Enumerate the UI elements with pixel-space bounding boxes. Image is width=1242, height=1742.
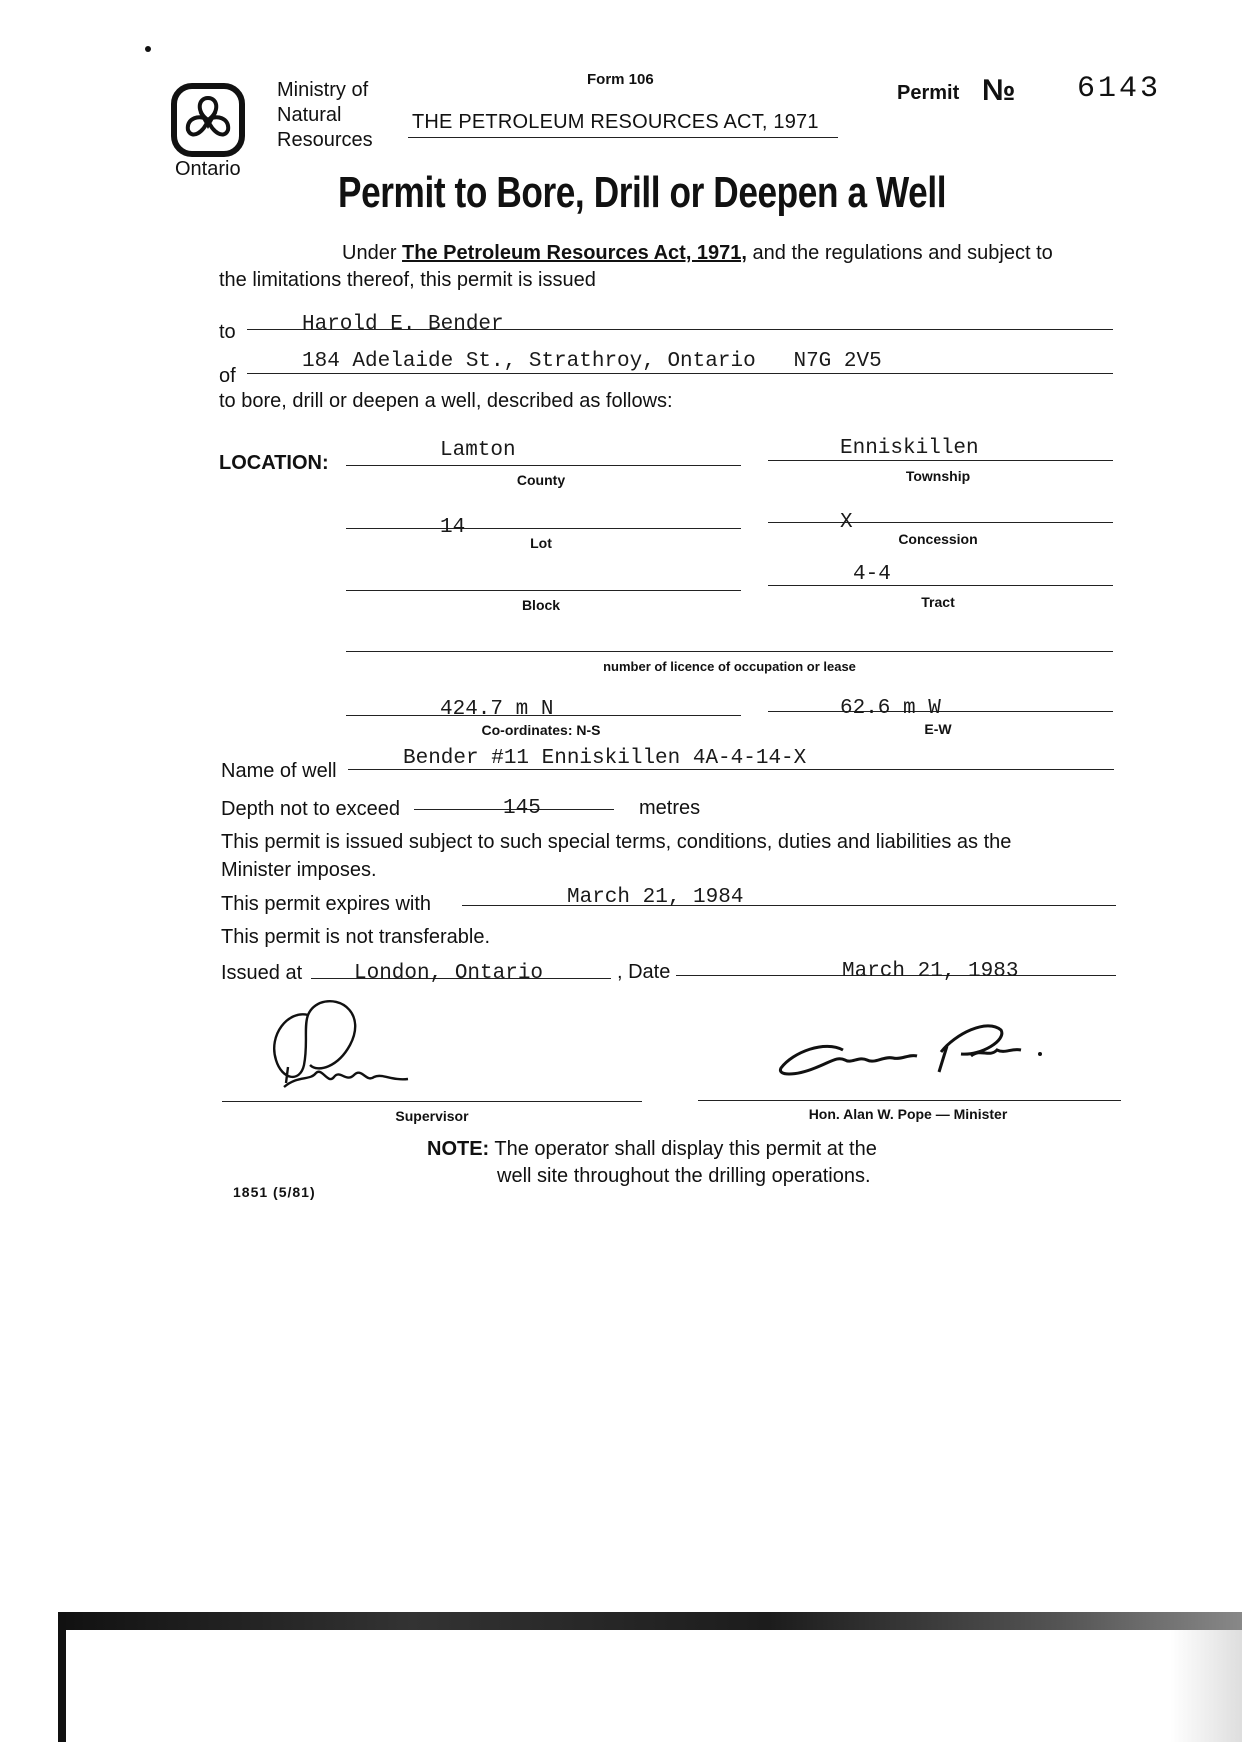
page-title: Permit to Bore, Drill or Deepen a Well	[338, 168, 947, 217]
form-number: Form 106	[587, 71, 654, 88]
township-value: Enniskillen	[840, 437, 979, 460]
block-caption: Block	[521, 597, 561, 613]
well-name-value: Bender #11 Enniskillen 4A-4-14-X	[403, 747, 807, 770]
scan-border-left	[58, 1612, 66, 1742]
minister-signature	[775, 1010, 1050, 1085]
terms-line: Minister imposes.	[221, 859, 377, 881]
issued-value: London, Ontario	[354, 962, 544, 985]
not-transferable-text: This permit is not transferable.	[221, 926, 490, 948]
note-line: The operator shall display this permit at the	[489, 1138, 877, 1160]
county-value: Lamton	[440, 439, 516, 462]
ns-caption: Co-ordinates: N-S	[481, 722, 601, 738]
operator-note	[427, 1136, 877, 1190]
lot-caption: Lot	[530, 535, 552, 551]
minister-caption: Hon. Alan W. Pope — Minister	[808, 1106, 1008, 1122]
intro-text	[219, 240, 1119, 294]
issued-label: Issued at	[221, 962, 303, 984]
township-line	[768, 460, 1113, 461]
date-value: March 21, 1983	[842, 960, 1019, 983]
described-text: to bore, drill or deepen a well, described as follows:	[219, 390, 673, 412]
well-name-label: Name of well	[221, 760, 337, 782]
licence-line	[346, 651, 1113, 652]
tract-line	[768, 585, 1113, 586]
note-line: well site throughout the drilling operations.	[497, 1165, 871, 1187]
licence-caption: number of licence of occupation or lease	[603, 659, 856, 674]
tract-caption: Tract	[921, 594, 955, 610]
supervisor-signature	[258, 995, 438, 1100]
supervisor-caption: Supervisor	[395, 1108, 469, 1124]
lot-value: 14	[440, 516, 466, 539]
note-label: NOTE:	[427, 1138, 490, 1160]
expires-label: This permit expires with	[221, 893, 432, 915]
permit-number-symbol: №	[982, 74, 1016, 107]
expires-line	[462, 905, 1116, 906]
ministry-line: Natural	[277, 104, 342, 126]
concession-caption: Concession	[898, 531, 978, 547]
of-line	[247, 373, 1113, 374]
permit-number: 6143	[1077, 72, 1162, 106]
block-line	[346, 590, 741, 591]
form-code: 1851 (5/81)	[233, 1184, 316, 1200]
to-value: Harold E. Bender	[302, 313, 504, 336]
of-value: 184 Adelaide St., Strathroy, Ontario N7G 2V5	[302, 350, 882, 373]
ns-value: 424.7 m N	[440, 698, 554, 721]
location-label: LOCATION:	[219, 452, 329, 474]
to-label: to	[219, 321, 236, 343]
depth-label: Depth not to exceed	[221, 798, 401, 820]
depth-value: 145	[503, 797, 541, 820]
township-caption: Township	[905, 468, 971, 484]
county-line	[346, 465, 741, 466]
ministry-line: Resources	[277, 129, 373, 151]
lot-line	[346, 528, 741, 529]
concession-line	[768, 522, 1113, 523]
scan-border-top	[58, 1612, 1242, 1630]
supervisor-signature-line	[222, 1101, 642, 1102]
ew-value: 62.6 m W	[840, 697, 941, 720]
terms-line: This permit is issued subject to such special terms, conditions, duties and liabilities as the	[221, 831, 1012, 853]
date-label: , Date	[617, 961, 671, 983]
act-title-underline	[408, 137, 838, 138]
ew-caption: E-W	[924, 721, 952, 737]
scan-mark	[145, 46, 151, 52]
scan-edge-right	[1170, 1630, 1242, 1742]
ontario-trillium-logo	[170, 82, 246, 158]
concession-value: X	[840, 511, 853, 534]
ministry-line: Ministry of	[277, 79, 369, 101]
terms-text	[221, 828, 1011, 884]
depth-unit: metres	[639, 797, 701, 819]
intro-prefix: Under	[342, 242, 403, 264]
act-title: THE PETROLEUM RESOURCES ACT, 1971	[412, 111, 819, 133]
province-name: Ontario	[175, 158, 241, 180]
of-label: of	[219, 365, 236, 387]
expires-value: March 21, 1984	[567, 886, 744, 909]
tract-value: 4-4	[853, 563, 891, 586]
county-caption: County	[516, 472, 566, 488]
minister-signature-line	[698, 1100, 1121, 1101]
ministry-name	[277, 78, 373, 153]
permit-label: Permit	[897, 82, 960, 104]
intro-suffix: and the regulations and subject to	[746, 242, 1053, 264]
intro-act: The Petroleum Resources Act, 1971,	[402, 242, 747, 264]
intro-line2: the limitations thereof, this permit is issued	[219, 269, 596, 291]
